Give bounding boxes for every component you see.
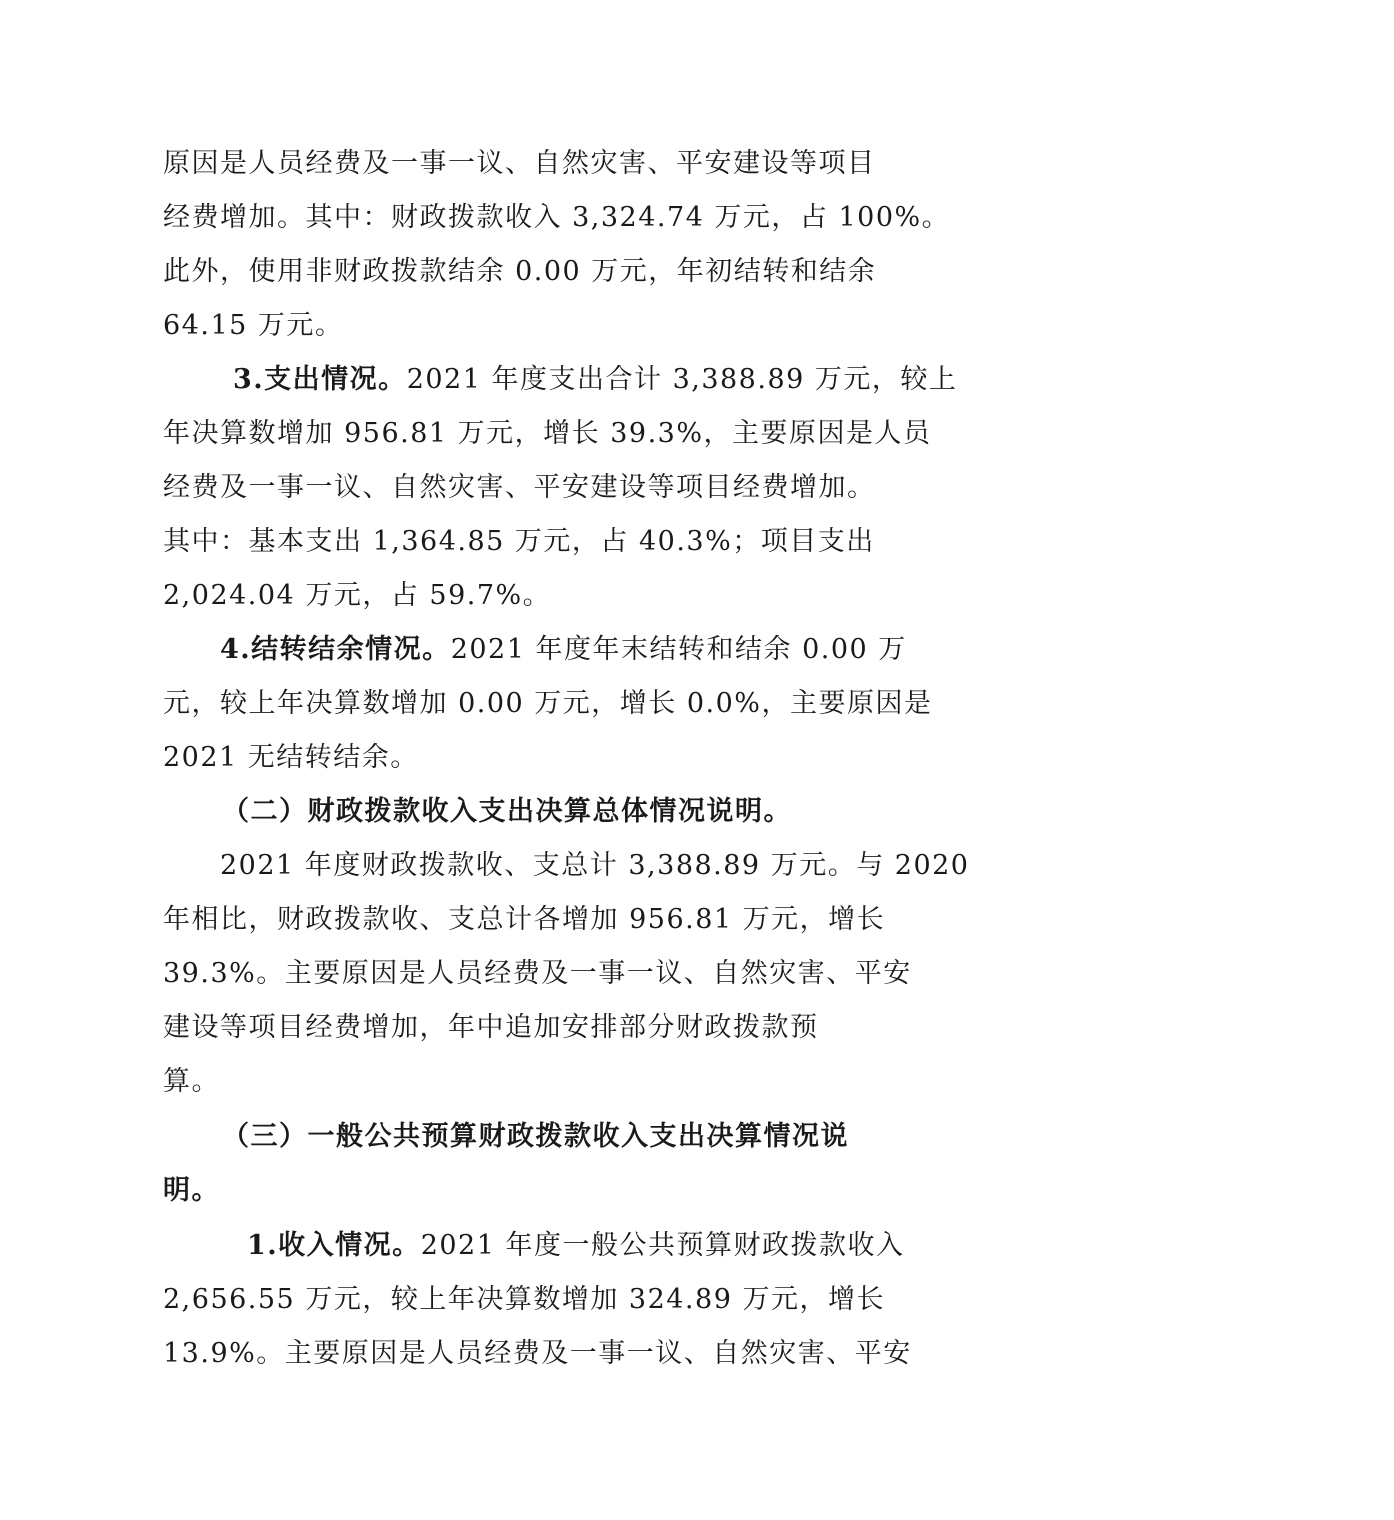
body-line: 39.3%。主要原因是人员经费及一事一议、自然灾害、平安: [163, 958, 912, 989]
body-line: 经费增加。其中：财政拨款收入 3,324.74 万元，占 100%。: [163, 202, 951, 233]
heading-label: 3.支出情况。: [233, 364, 407, 395]
body-line: 年相比，财政拨款收、支总计各增加 956.81 万元，增长: [163, 904, 886, 935]
heading-label: 4.结转结余情况。: [220, 634, 451, 665]
body-line: 此外，使用非财政拨款结余 0.00 万元，年初结转和结余: [163, 256, 877, 287]
section-heading-carryover: 4.结转结余情况。2021 年度年末结转和结余 0.00 万: [220, 634, 907, 665]
section-heading-3-continued: 明。: [163, 1175, 220, 1206]
section-heading-expenditure: 3.支出情况。2021 年度支出合计 3,388.89 万元，较上: [233, 364, 958, 395]
body-line: 经费及一事一议、自然灾害、平安建设等项目经费增加。: [163, 472, 876, 503]
section-heading-income: 1.收入情况。2021 年度一般公共预算财政拨款收入: [247, 1230, 905, 1261]
body-line: 2021 年度财政拨款收、支总计 3,388.89 万元。与 2020: [220, 850, 970, 881]
body-line: 其中：基本支出 1,364.85 万元，占 40.3%；项目支出: [163, 526, 875, 557]
heading-label: 1.收入情况。: [247, 1230, 421, 1261]
section-heading-3: （三）一般公共预算财政拨款收入支出决算情况说: [222, 1121, 849, 1152]
body-line: 年决算数增加 956.81 万元，增长 39.3%，主要原因是人员: [163, 418, 932, 449]
body-line: 2021 无结转结余。: [163, 742, 419, 773]
body-line: 2,656.55 万元，较上年决算数增加 324.89 万元，增长: [163, 1284, 885, 1315]
section-heading-2: （二）财政拨款收入支出决算总体情况说明。: [222, 796, 792, 827]
body-line: 2,024.04 万元，占 59.7%。: [163, 580, 552, 611]
body-line: 13.9%。主要原因是人员经费及一事一议、自然灾害、平安: [163, 1338, 912, 1369]
body-line: 算。: [163, 1066, 220, 1097]
body-line: 元，较上年决算数增加 0.00 万元，增长 0.0%，主要原因是: [163, 688, 933, 719]
body-line: 原因是人员经费及一事一议、自然灾害、平安建设等项目: [163, 148, 876, 179]
body-line: 建设等项目经费增加，年中追加安排部分财政拨款预: [163, 1012, 819, 1043]
body-line: 64.15 万元。: [163, 310, 344, 341]
